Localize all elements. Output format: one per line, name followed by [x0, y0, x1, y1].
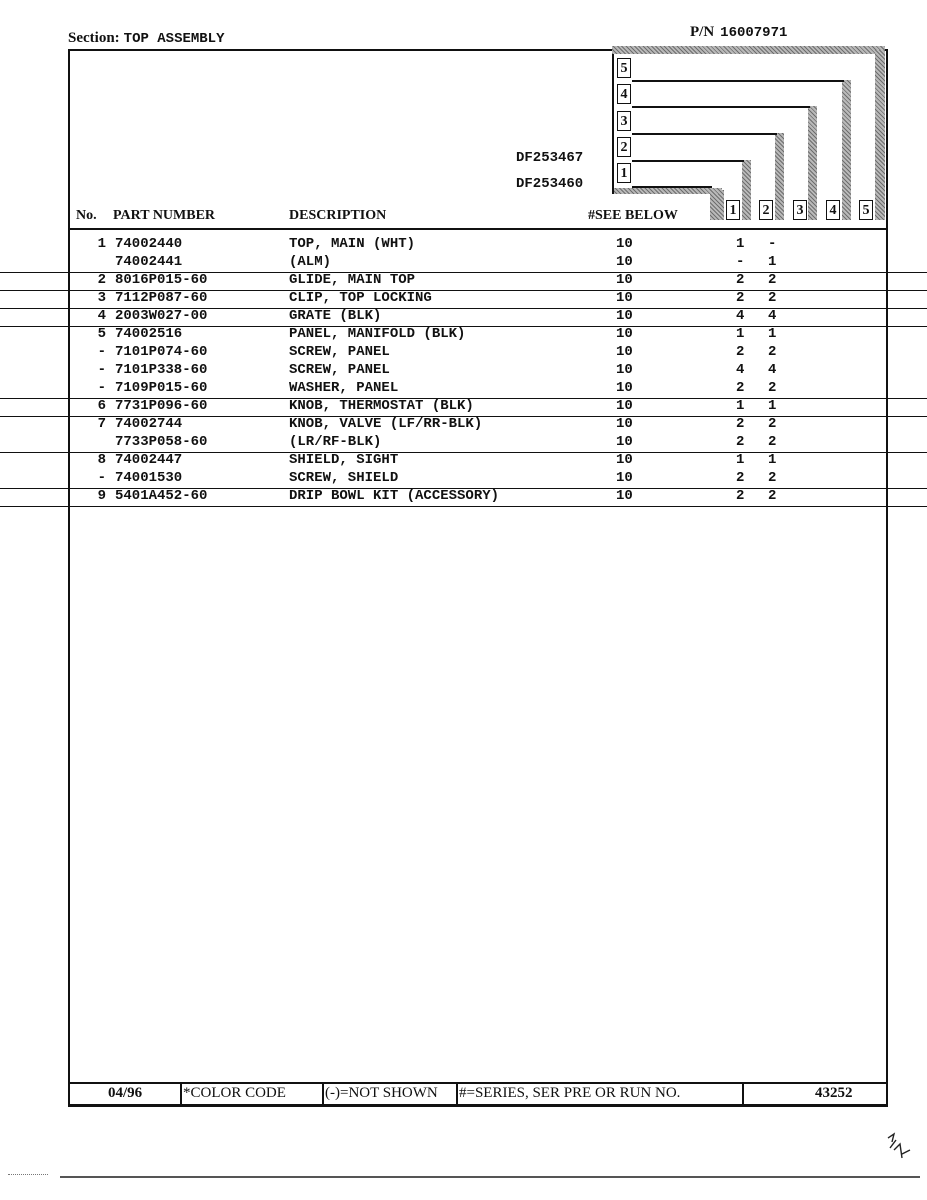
row-qty-2: - [768, 236, 777, 252]
row-part-number: 5401A452-60 [115, 488, 208, 504]
row-series: 10 [616, 398, 633, 414]
row-qty-2: 4 [768, 362, 777, 378]
row-description: SCREW, SHIELD [289, 470, 399, 486]
row-series: 10 [616, 236, 633, 252]
footer-not-shown: (-)=NOT SHOWN [325, 1085, 438, 1101]
row-part-number: 7731P096-60 [115, 398, 208, 414]
row-part-number: 74002744 [115, 416, 183, 432]
row-description: (ALM) [289, 254, 332, 270]
row-part-number: 74002441 [115, 254, 183, 270]
row-qty-2: 2 [768, 380, 777, 396]
row-series: 10 [616, 362, 633, 378]
footer-series-note: #=SERIES, SER PRE OR RUN NO. [459, 1085, 681, 1101]
row-qty-1: 2 [736, 470, 745, 486]
row-qty-1: 1 [736, 236, 745, 252]
row-qty-2: 2 [768, 488, 777, 504]
model-df253467: DF253467 [516, 150, 584, 166]
row-description: SCREW, PANEL [289, 344, 390, 360]
row-description: KNOB, VALVE (LF/RR-BLK) [289, 416, 483, 432]
bottom-digit-2: 2 [759, 200, 773, 220]
bottom-digit-1: 1 [726, 200, 740, 220]
column-digit-4: 4 [617, 84, 631, 104]
row-series: 10 [616, 326, 633, 342]
col-header-no: No. [76, 208, 97, 223]
section-value: TOP ASSEMBLY [123, 31, 225, 47]
row-part-number: 8016P015-60 [115, 272, 208, 288]
header-divider [70, 228, 888, 230]
row-no: - [97, 470, 106, 486]
bottom-digit-4: 4 [826, 200, 840, 220]
row-no: 4 [97, 308, 106, 324]
table-row [0, 362, 927, 380]
row-qty-2: 1 [768, 326, 777, 342]
row-description: (LR/RF-BLK) [289, 434, 382, 450]
pn-value: 16007971 [720, 25, 788, 41]
bottom-digit-3: 3 [793, 200, 807, 220]
row-qty-1: 2 [736, 380, 745, 396]
column-digit-1: 1 [617, 163, 631, 183]
row-qty-1: 2 [736, 434, 745, 450]
row-part-number: 74002440 [115, 236, 183, 252]
handwritten-mark [884, 1130, 914, 1170]
bottom-digit-5: 5 [859, 200, 873, 220]
row-description: TOP, MAIN (WHT) [289, 236, 416, 252]
row-qty-2: 2 [768, 290, 777, 306]
table-row [0, 452, 927, 470]
footer-date: 04/96 [108, 1085, 143, 1101]
row-qty-1: 1 [736, 452, 745, 468]
section-label: Section: [68, 30, 120, 46]
column-digit-2: 2 [617, 137, 631, 157]
column-digit-5: 5 [617, 58, 631, 78]
table-row [0, 254, 927, 273]
row-series: 10 [616, 434, 633, 450]
footer-page-number: 43252 [815, 1085, 853, 1101]
row-no: 2 [97, 272, 106, 288]
table-row [0, 236, 927, 254]
scan-edge-dots [8, 1174, 48, 1176]
row-description: SCREW, PANEL [289, 362, 390, 378]
row-no: - [97, 362, 106, 378]
row-series: 10 [616, 380, 633, 396]
row-part-number: 74002516 [115, 326, 183, 342]
row-qty-2: 1 [768, 254, 777, 270]
row-series: 10 [616, 416, 633, 432]
row-no: 7 [97, 416, 106, 432]
col-header-part-number: PART NUMBER [113, 208, 216, 223]
col-header-series: #SEE BELOW [588, 208, 678, 223]
row-no: 8 [97, 452, 106, 468]
footer-color-code: *COLOR CODE [183, 1085, 286, 1101]
row-part-number: 7101P074-60 [115, 344, 208, 360]
section-title [68, 30, 225, 47]
row-qty-1: 2 [736, 290, 745, 306]
row-no: - [97, 344, 106, 360]
row-part-number: 74001530 [115, 470, 183, 486]
row-qty-1: 2 [736, 344, 745, 360]
table-row [0, 416, 927, 434]
row-qty-2: 2 [768, 416, 777, 432]
scan-edge-line [60, 1176, 920, 1178]
row-series: 10 [616, 290, 633, 306]
row-no: - [97, 380, 106, 396]
column-digit-3: 3 [617, 111, 631, 131]
row-qty-2: 4 [768, 308, 777, 324]
table-row [0, 272, 927, 291]
row-qty-1: 2 [736, 416, 745, 432]
row-qty-2: 1 [768, 452, 777, 468]
row-part-number: 7733P058-60 [115, 434, 208, 450]
row-description: GRATE (BLK) [289, 308, 382, 324]
row-qty-2: 2 [768, 272, 777, 288]
row-qty-2: 2 [768, 434, 777, 450]
table-row [0, 470, 927, 489]
table-row [0, 326, 927, 344]
table-row [0, 398, 927, 417]
row-qty-1: 1 [736, 398, 745, 414]
table-row [0, 308, 927, 327]
row-no: 6 [97, 398, 106, 414]
row-part-number: 2003W027-00 [115, 308, 208, 324]
row-series: 10 [616, 272, 633, 288]
row-qty-1: 4 [736, 362, 745, 378]
row-description: WASHER, PANEL [289, 380, 399, 396]
row-qty-2: 1 [768, 398, 777, 414]
footer-bar [70, 1082, 888, 1106]
model-df253460: DF253460 [516, 176, 584, 192]
row-qty-2: 2 [768, 344, 777, 360]
row-no: 3 [97, 290, 106, 306]
row-qty-1: 2 [736, 272, 745, 288]
row-part-number: 74002447 [115, 452, 183, 468]
table-row [0, 344, 927, 362]
row-description: GLIDE, MAIN TOP [289, 272, 416, 288]
pn-label: P/N [690, 24, 715, 40]
row-series: 10 [616, 452, 633, 468]
row-part-number: 7109P015-60 [115, 380, 208, 396]
row-description: PANEL, MANIFOLD (BLK) [289, 326, 466, 342]
row-series: 10 [616, 488, 633, 504]
table-row [0, 434, 927, 453]
row-description: CLIP, TOP LOCKING [289, 290, 432, 306]
row-no: 9 [97, 488, 106, 504]
row-series: 10 [616, 308, 633, 324]
row-qty-1: - [736, 254, 745, 270]
row-part-number: 7101P338-60 [115, 362, 208, 378]
row-series: 10 [616, 470, 633, 486]
row-qty-1: 4 [736, 308, 745, 324]
table-row [0, 380, 927, 399]
row-qty-2: 2 [768, 470, 777, 486]
row-series: 10 [616, 254, 633, 270]
row-description: SHIELD, SIGHT [289, 452, 399, 468]
table-row [0, 290, 927, 309]
row-qty-1: 1 [736, 326, 745, 342]
row-description: DRIP BOWL KIT (ACCESSORY) [289, 488, 500, 504]
row-qty-1: 2 [736, 488, 745, 504]
table-row [0, 488, 927, 507]
row-part-number: 7112P087-60 [115, 290, 208, 306]
col-header-description: DESCRIPTION [289, 208, 387, 223]
row-description: KNOB, THERMOSTAT (BLK) [289, 398, 474, 414]
row-no: 5 [97, 326, 106, 342]
row-no: 1 [97, 236, 106, 252]
row-series: 10 [616, 344, 633, 360]
part-number-header [690, 24, 787, 41]
